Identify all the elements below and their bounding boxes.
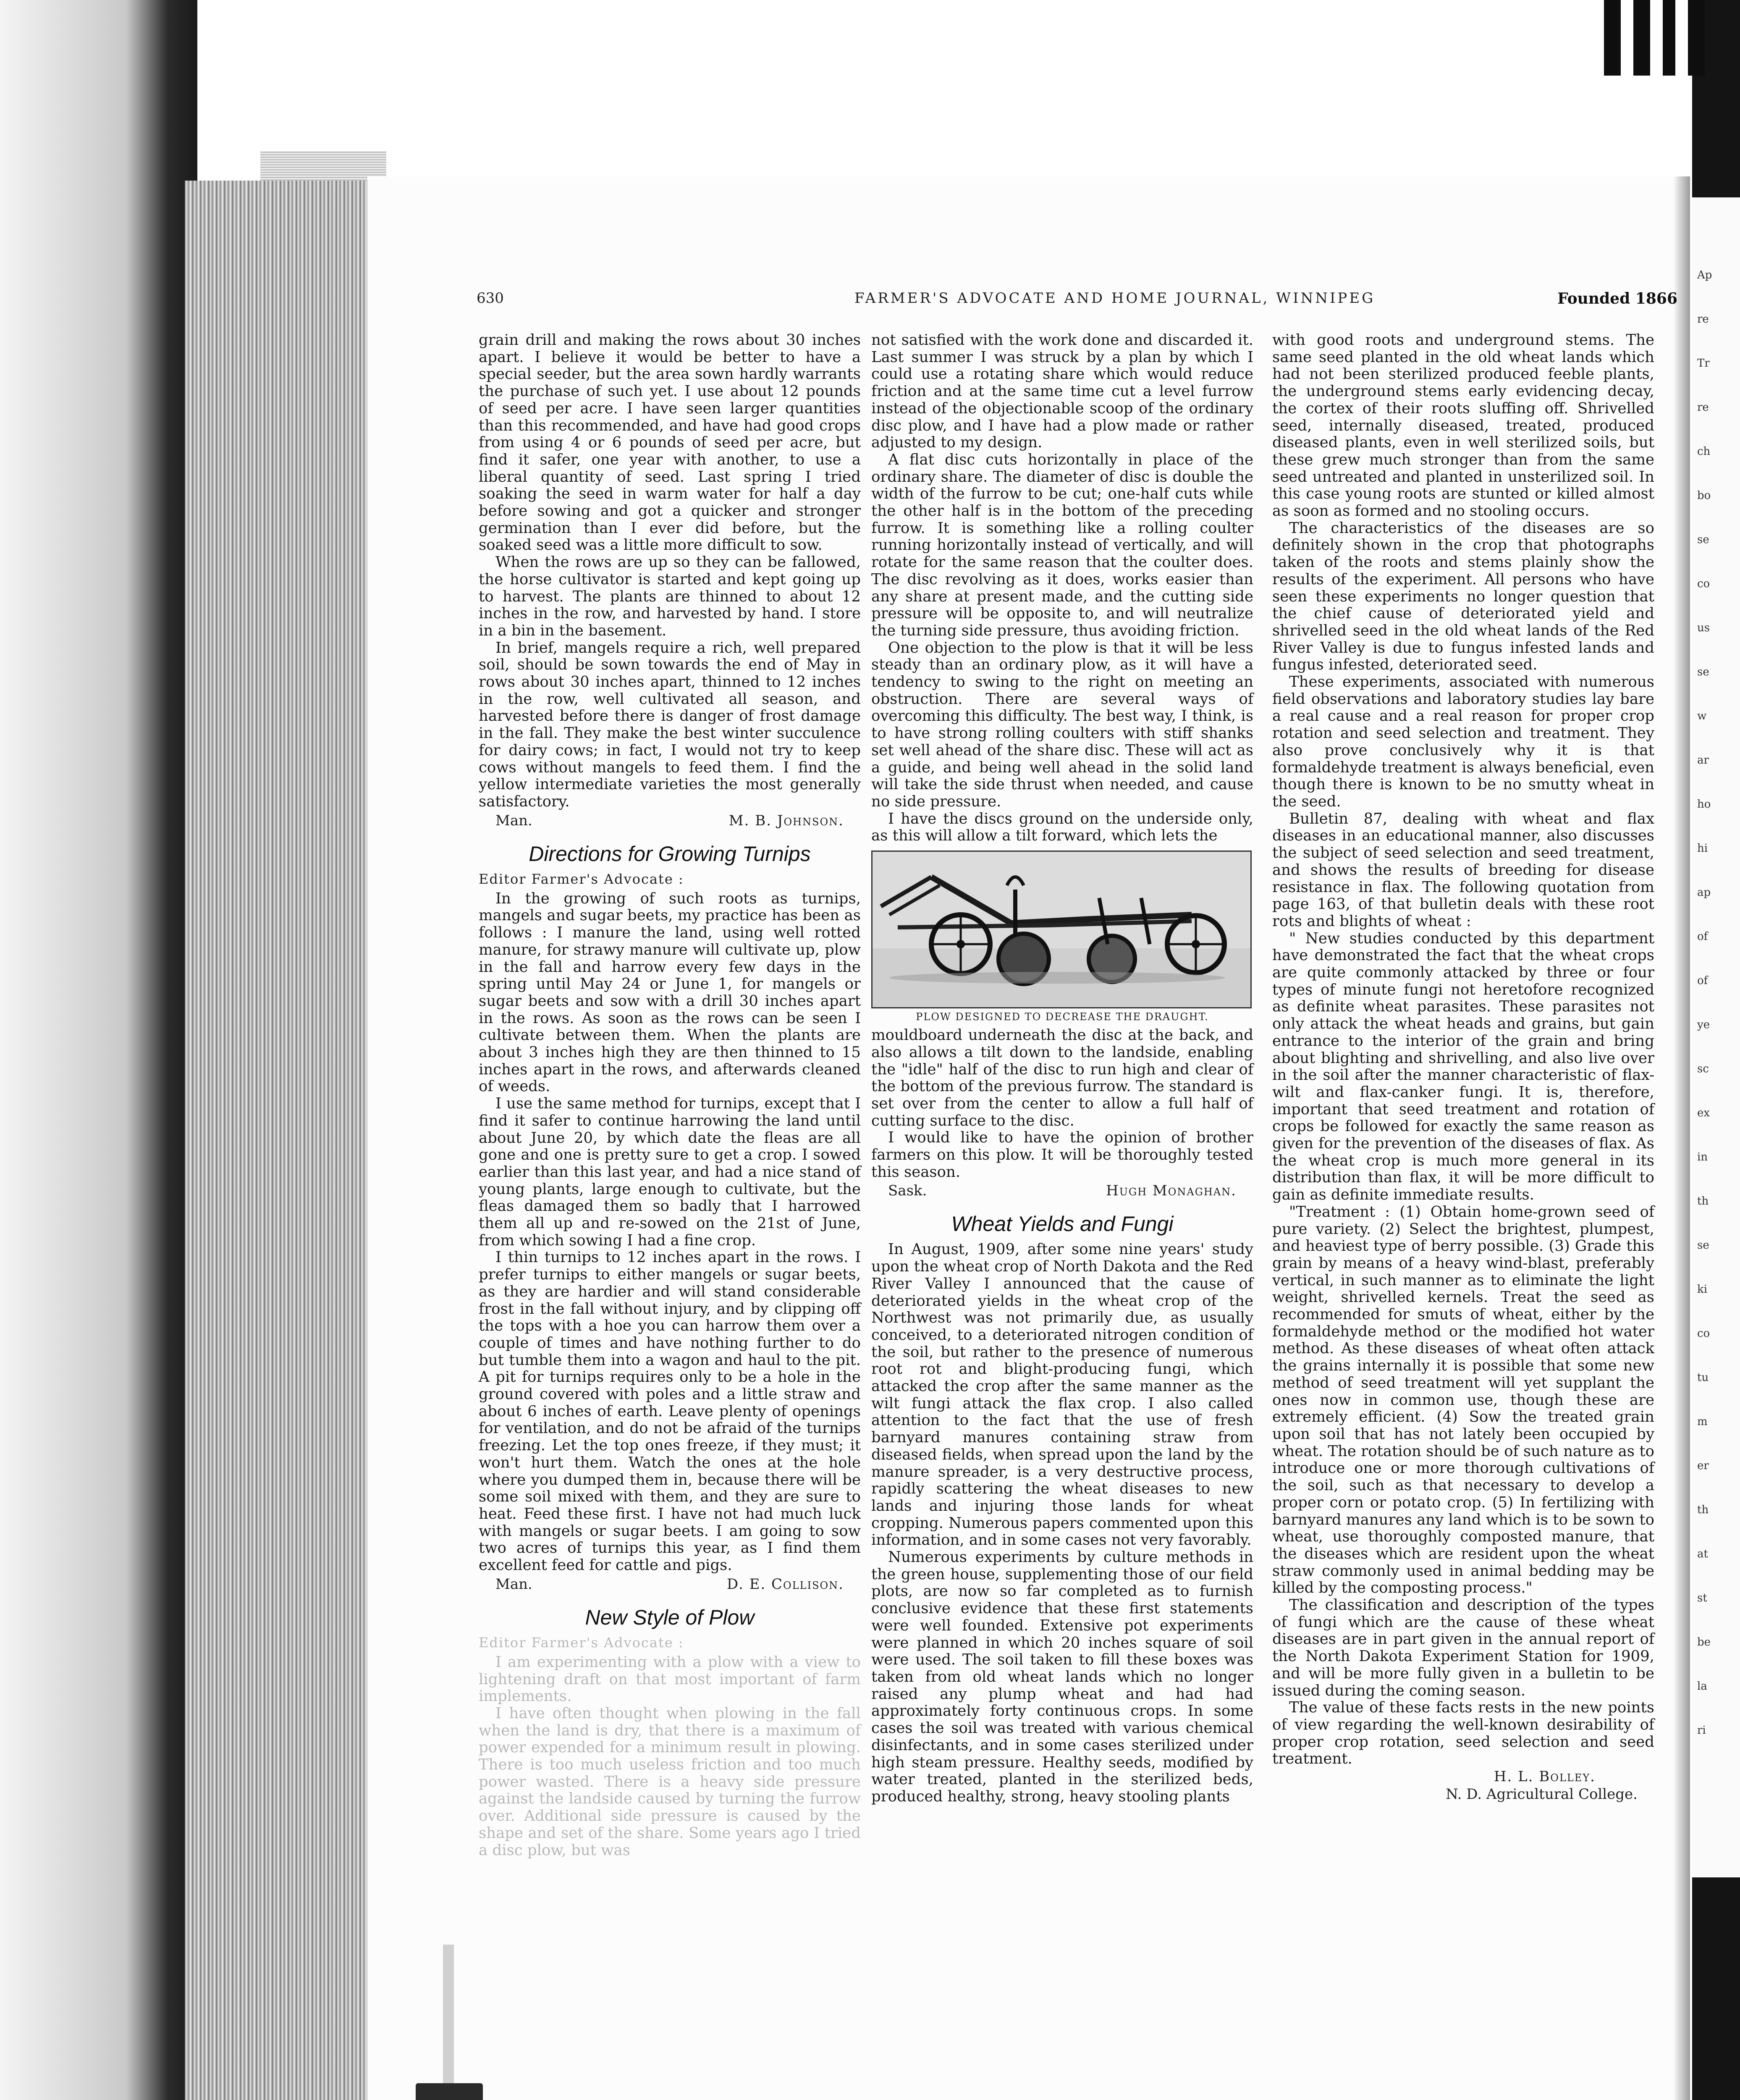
signature-monaghan (871, 1182, 1253, 1199)
paragraph: The value of these facts rests in the new points of view regarding the well-known desirability of proper crop rotation, seed selection and seed treatment. (1272, 1699, 1654, 1768)
facing-page-fragment-text: of (1697, 930, 1708, 943)
book-gutter (1673, 176, 1690, 2100)
paragraph: Numerous experiments by culture methods in the green house, supplementing those of our field plots, are now so far completed as to furnish conclusive evidence that these first statements were well founded. Extensive pot experiments were planned in which 20 inches square of soil were used. The soil taken to fill these boxes was taken from old wheat lands which no longer raised any plump wheat and had had approximately forty continuous crops. In some cases the soil was treated with various chemical disinfectants, and in some cases sterilized under high steam pressure. Healthy seeds, modified by water treated, planted in the sterilized beds, produced healthy, strong, heavy stooling plants (871, 1549, 1253, 1805)
paragraph: A flat disc cuts horizontally in place of the ordinary share. The diameter of disc is double the width of the furrow to be cut; one-half cuts while the other half is in the bottom of the preceding furrow. It is something like a rolling coulter running horizontally instead of vertically, and will rotate for the same reason that the coulter does. The disc revolving as it does, works easier than any share at present made, and the cutting side pressure will be opposite to, and will neutralize the turning side pressure, thus avoiding friction. (871, 451, 1253, 639)
book-page-edges (185, 181, 369, 2100)
editor-salutation: Editor Farmer's Advocate : (479, 1634, 684, 1651)
paragraph: In the growing of such roots as turnips, mangels and sugar beets, my practice has been as follows : I manure the land, using well rotted manure, for strawy manure will cultivate up, plow in the fall and harrow every few days in the spring until May 24 or June 1, for mangels or sugar beets and sow with a drill 30 inches apart in the rows. As soon as the rows can be seen I cultivate between them. When the plants are about 3 inches high they are then thinned to 15 inches apart in the rows, and afterwards cleaned of weeds. (479, 890, 861, 1095)
facing-page-fragment-text: Ap (1697, 269, 1712, 281)
journal-title: FARMER'S ADVOCATE AND HOME JOURNAL, WINNIPEG (854, 290, 1376, 307)
paragraph: When the rows are up so they can be fallowed, the horse cultivator is started and kept going up to harvest. The plants are thinned to about 12 inches in the row, and harvested by hand. I store in a bin in the basement. (479, 554, 861, 639)
signature-place: Man. (495, 812, 532, 829)
heading-wheat: Wheat Yields and Fungi (951, 1212, 1174, 1236)
heading-plow: New Style of Plow (585, 1605, 755, 1629)
column-2 (871, 332, 1253, 1806)
scan-background-left (0, 0, 197, 2100)
paragraph: These experiments, associated with numerous field observations and laboratory studies lay bare a real cause and a real reason for proper crop rotation and seed selection and treatment. They also prove conclusively why it is that formaldehyde treatment is always beneficial, even though there is known to be no smutty wheat in the seed. (1272, 673, 1654, 810)
paragraph: grain drill and making the rows about 30 inches apart. I believe it would be better to have a special seeder, but the area sown hardly warrants the purchase of such yet. I use about 12 pounds of seed per acre. I have seen larger quantities than this recommended, and have had good crops from using 4 or 6 pounds of seed per acre, but find it safer, one year with another, to use a liberal quantity of seed. Last spring I tried soaking the seed in warm water for half a day before sowing and got a quicker and stronger germination than I ever did before, but the soaked seed was a little more difficult to sow. (479, 331, 861, 554)
facing-page-fragment-text: st (1697, 1592, 1707, 1604)
plow-drawing (873, 852, 1250, 1007)
signature-johnson (479, 812, 861, 829)
paragraph: with good roots and underground stems. The same seed planted in the old wheat lands which had not been sterilized produced feeble plants, the underground stems early evidencing decay, the cortex of their roots sluffing off. Shrivelled seed, internally diseased, treated, produced diseased plants, even in well sterilized soils, but these grew much stronger than from the same seed untreated and planted in unsterilized soil. In this case young roots are stunted or killed almost as soon as formed and no stooling occurs. (1272, 331, 1654, 520)
paragraph: mouldboard underneath the disc at the back, and also allows a tilt down to the landside, enabling the "idle" half of the disc to run high and clear of the bottom of the previous furrow. The standard is set over from the center to allow a full half of cutting surface to the disc. (871, 1026, 1253, 1129)
scan-top-strip (1604, 0, 1705, 76)
page-number: 630 (477, 290, 504, 307)
facing-page-fragment-text: in (1697, 1151, 1708, 1163)
facing-page-fragment-text: ar (1697, 754, 1709, 766)
facing-page-fragment-text: be (1697, 1636, 1711, 1648)
facing-page-fragment-text: at (1697, 1548, 1708, 1560)
facing-page-fragment-text: ye (1697, 1018, 1710, 1031)
facing-page-fragment-text: re (1697, 313, 1709, 326)
signature-place: N. D. Agricultural College. (1446, 1786, 1638, 1803)
facing-page-fragment-text: th (1697, 1195, 1709, 1208)
figure-caption: PLOW DESIGNED TO DECREASE THE DRAUGHT. (916, 1011, 1209, 1023)
paragraph: I would like to have the opinion of brother farmers on this plow. It will be thoroughly tested this season. (871, 1129, 1253, 1181)
facing-page-fragment-text: hi (1697, 842, 1708, 855)
facing-page-fragment-text: co (1697, 1327, 1710, 1340)
founded-note: Founded 1866 (1557, 290, 1677, 307)
facing-page-fragment-text: of (1697, 974, 1708, 987)
facing-page-fragment-text: se (1697, 666, 1709, 678)
facing-page-fragment-text: ho (1697, 798, 1711, 811)
signature-bolley (1272, 1768, 1654, 1803)
facing-page-fragment-text: sc (1697, 1063, 1709, 1075)
facing-page-fragment-text: ex (1697, 1107, 1710, 1119)
signature-collison (479, 1576, 861, 1593)
paragraph: The classification and description of the types of fungi which are the cause of these wheat diseases are in part given in the annual report of the North Dakota Experiment Station for 1909, and will be more fully given in a bulletin to be issued during the coming season. (1272, 1596, 1654, 1699)
page-clip-post (443, 1945, 454, 2100)
running-head (477, 290, 1677, 311)
paragraph: I have the discs ground on the underside only, as this will allow a tilt forward, which lets the (871, 810, 1253, 845)
heading-turnips: Directions for Growing Turnips (529, 842, 811, 866)
paragraph: I use the same method for turnips, except that I find it safer to continue harrowing the land until about June 20, by which date the fleas are all gone and one is pretty sure to get a crop. I sowed earlier than this last year, and had a nice stand of young plants, large enough to cultivate, but the fleas damaged them so badly that I harrowed them all up and re-sowed on the 21st of June, from which sowing I had a fine crop. (479, 1095, 861, 1249)
facing-page-fragment-text: ki (1697, 1283, 1708, 1296)
paragraph: In August, 1909, after some nine years' study upon the wheat crop of North Dakota and the Red River Valley I announced that the cause of deteriorated yields in the wheat crop of the Northwest was not primarily due, as usually conceived, to a deteriorated nitrogen condition of the soil, but rather to the presence of numerous root rot and blight-producing fungi, which attacked the crop after the same manner as the wilt fungi attack the flax crop. I also called attention to the fact that the use of fresh barnyard manures containing straw from diseased fields, when spread upon the land by the manure spreader, is a very destructive process, rapidly scattering the wheat diseases to new lands and injuring those lands for wheat cropping. Numerous papers commented upon this information, and in some cases not very favorably. (871, 1241, 1253, 1549)
page-clip-foot (416, 2083, 483, 2100)
editor-salutation: Editor Farmer's Advocate : (479, 871, 684, 887)
paragraph: The characteristics of the diseases are so definitely shown in the crop that photographs taken of the roots and stems plainly show the results of the experiment. All persons who have seen these experiments no longer question that the chief cause of deteriorated yield and shrivelled seed in the old wheat lands of the Red River Valley is due to fungus infested lands and fungus infested, deteriorated seed. (1272, 519, 1654, 674)
facing-page-fragment (1692, 197, 1740, 1877)
paragraph: One objection to the plow is that it will be less steady than an ordinary plow, as it will have a tendency to swing to the right on meeting an obstruction. There are several ways of overcoming this difficulty. The best way, I think, is to have strong rolling coulters with stiff shanks set well ahead of the share disc. These will act as a guide, and being well ahead in the solid land will take the side thrust when needed, and cause no side pressure. (871, 639, 1253, 810)
paragraph: I thin turnips to 12 inches apart in the rows. I prefer turnips to either mangels or sugar beets, as they are hardier and will stand considerable frost in the fall without injury, and by clipping off the tops with a hoe you can harrow them over a couple of times and have nothing further to do but tumble them into a wagon and haul to the pit. A pit for turnips requires only to be a hole in the ground covered with poles and a little straw and about 6 inches of earth. Leave plenty of openings for ventilation, and do not be afraid of the turnips freezing. Let the top ones freeze, if they must; it won't hurt them. Watch the ones at the hole where you dumped them in, because there will be some soil mixed with them, and they are sure to heat. Feed these first. I have not had much luck with mangels or sugar beets. I am going to sow two acres of turnips this year, as I find them excellent feed for cattle and pigs. (479, 1249, 861, 1574)
facing-page-fragment-text: la (1697, 1680, 1707, 1693)
paragraph: I am experimenting with a plow with a view to lightening draft on that most important of farm implements. (479, 1653, 861, 1705)
plow-illustration (871, 850, 1252, 1008)
facing-page-fragment-text: w (1697, 710, 1707, 722)
signature-name: M. B. Johnson. (728, 812, 844, 829)
facing-page-fragment-text: bo (1697, 489, 1711, 502)
facing-page-fragment-text: er (1697, 1460, 1709, 1472)
facing-page-fragment-text: Tr (1697, 357, 1710, 370)
paragraph: I have often thought when plowing in the fall when the land is dry, that there is a maximum of power expended for a minimum result in plowing. There is too much useless friction and too much power wasted. There is a heavy side pressure against the landside caused by turning the furrow over. Additional side pressure is caused by the shape and set of the share. Some years ago I tried a disc plow, but was (479, 1704, 861, 1859)
facing-page-fragment-text: us (1697, 622, 1710, 634)
facing-page-fragment-text: se (1697, 533, 1709, 546)
quotation: " New studies conducted by this department have demonstrated the fact that the wheat crops are quite commonly attacked by three or four types of minute fungi not heretofore recognized as definite wheat parasites. These parasites not only attack the wheat heads and grains, but gain entrance to the interior of the grain and bring about blighting and shrivelling, and also live over in the soil after the manner characteristic of flax-wilt and flax-canker fungi. It is, therefore, important that seed treatment and rotation of crops be followed for exactly the same reason as given for the prevention of the diseases of flax. As the wheat crop is much more general in its distribution than flax, it will be more difficult to gain as definite immediate results. (1272, 929, 1654, 1204)
facing-page-fragment-text: co (1697, 578, 1710, 590)
facing-page-fragment-text: th (1697, 1504, 1709, 1516)
facing-page-fragment-text: ri (1697, 1724, 1706, 1737)
signature-place: Man. (495, 1575, 532, 1593)
signature-name: H. L. Bolley. (1494, 1768, 1596, 1785)
paragraph: Bulletin 87, dealing with wheat and flax diseases in an educational manner, also discusses the subject of seed selection and seed treatment, and shows the results of breeding for disease resistance in flax. The following quotation from page 163, of that bulletin deals with these root rots and blights of wheat : (1272, 810, 1654, 930)
quotation: "Treatment : (1) Obtain home-grown seed of pure variety. (2) Select the brightest, plumpest, and heaviest type of berry possible. (3) Grade this grain by means of a heavy wind-blast, preferably vertical, in such manner as to eliminate the light weight, shrivelled kernels. Treat the seed as recommended for smuts of wheat, either by the formaldehyde method or the modified hot water method. As these diseases of wheat often attack the grains internally it is possible that some new method of seed treatment will yet supplant the ones now in common use, though these are extremely efficient. (4) Sow the treated grain upon soil that has not lately been occupied by wheat. The rotation should be of such nature as to introduce one or more thorough cultivations of the soil, such as that necessary to develop a proper corn or potato crop. (5) In fertilizing with barnyard manures any land which is to be sown to wheat, use thoroughly composted manure, that the diseases which are resident upon the wheat straw commonly used in animal bedding may be killed by the composting process." (1272, 1203, 1654, 1597)
paragraph: not satisfied with the work done and discarded it. Last summer I was struck by a plan by which I could use a rotating share which would reduce friction and at the same time cut a level furrow instead of the objectionable scoop of the ordinary disc plow, and I have had a plow made or rather adjusted to my design. (871, 331, 1253, 452)
column-3 (1272, 332, 1654, 1803)
column-1 (479, 332, 861, 1859)
paragraph: In brief, mangels require a rich, well prepared soil, should be sown towards the end of May in rows about 30 inches apart, thinned to 12 inches in the row, well cultivated all season, and harvested before there is danger of frost damage in the fall. They make the best winter succulence for dairy cows; in fact, I would not try to keep cows without mangels to feed them. I find the yellow intermediate varieties the most generally satisfactory. (479, 639, 861, 810)
facing-page-fragment-text: ap (1697, 886, 1711, 899)
signature-name: Hugh Monaghan. (1106, 1182, 1237, 1200)
facing-page-fragment-text: tu (1697, 1371, 1709, 1384)
facing-page-fragment-text: se (1697, 1239, 1709, 1252)
facing-page-fragment-text: m (1697, 1415, 1708, 1428)
facing-page-fragment-text: re (1697, 401, 1709, 414)
facing-page-fragment-text: ch (1697, 445, 1711, 458)
signature-place: Sask. (888, 1182, 927, 1200)
signature-name: D. E. Collison. (726, 1575, 844, 1593)
